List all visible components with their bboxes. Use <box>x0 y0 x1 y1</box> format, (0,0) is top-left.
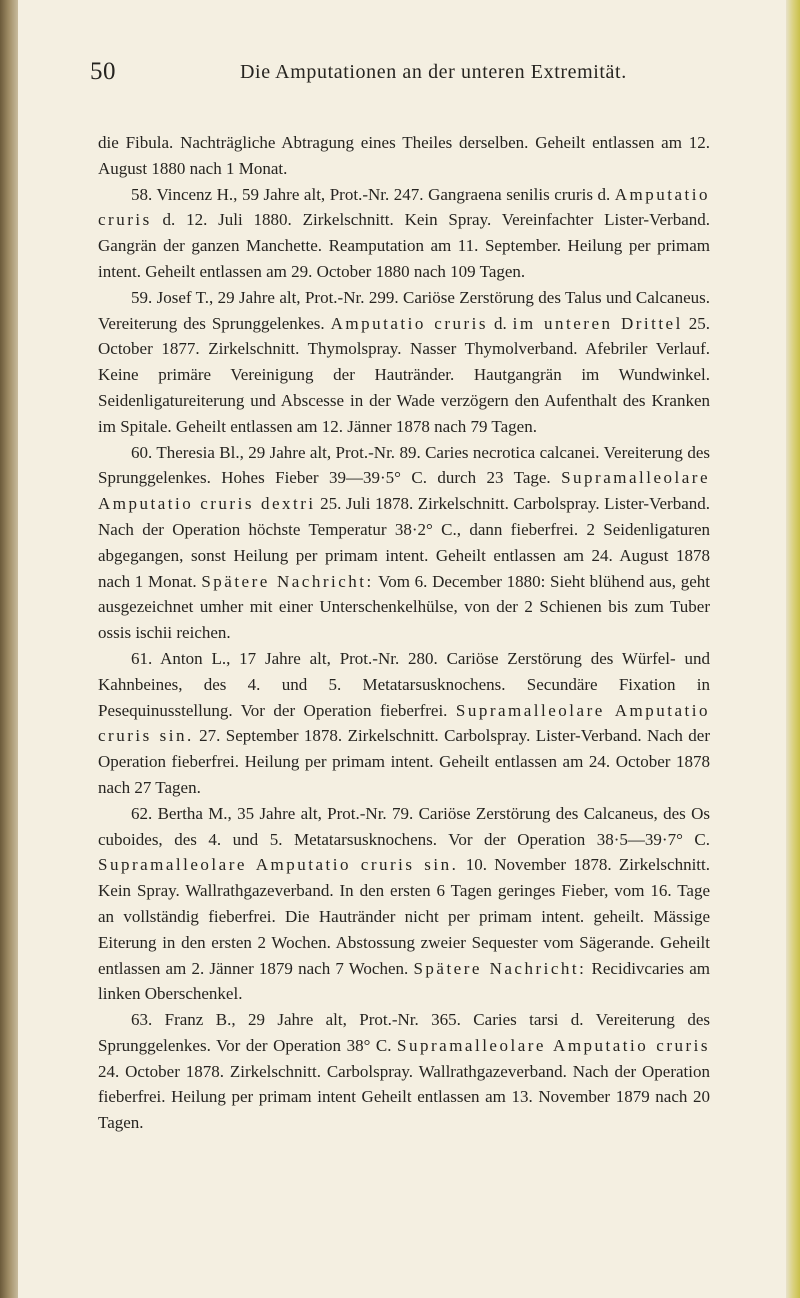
paragraph-text: d. <box>488 313 513 333</box>
spaced-emphasis: Supramalleolare Amputatio cruris dextri <box>98 468 710 514</box>
paragraph-text: d. 12. Juli 1880. Zirkelschnitt. Kein Spray. Vereinfachter Lister-Verband. Gangrän der ganzen Manchette. Reamputation am 11. September. Heilung per primam intent. Geheilt entlassen am 29. October 1880 nach 109 Tagen. <box>98 210 710 281</box>
spaced-emphasis: Amputatio cruris <box>98 184 710 230</box>
paragraph-text: 24. October 1878. Zirkelschnitt. Carbolspray. Wallrathgazeverband. Nach der Operation fieberfrei. Heilung per primam intent Geheilt entlassen am 13. November 1879 nach 20 Tagen. <box>98 1061 710 1133</box>
paragraph-text: 27. September 1878. Zirkelschnitt. Carbolspray. Lister-Verband. Nach der Operation fieberfrei. Heilung per primam intent. Geheilt entlassen am 24. October 1878 nach 27 Tagen. <box>98 726 711 797</box>
spaced-emphasis: Spätere Nachricht: <box>413 958 587 978</box>
paragraph-text: die Fibula. Nachträgliche Abtragung eines Theiles derselben. Geheilt entlassen am 12. August 1880 nach 1 Monat. <box>98 133 710 178</box>
page-number: 50 <box>90 58 116 85</box>
paragraph-text: 63. Franz B., 29 Jahre alt, Prot.-Nr. 365. Caries tarsi d. Vereiterung des Sprunggelenkes. Vor der Operation 38° C. <box>98 1010 710 1055</box>
paragraph-text: 25. Juli 1878. Zirkelschnitt. Carbolspray. Lister-Verband. Nach der Operation höchste Temperatur 38·2° C., dann fieberfrei. 2 Seidenligaturen abgegangen, sonst Heilung per primam intent. Geheilt entlassen am 24. August 1878 nach 1 Monat. <box>98 494 710 591</box>
case-paragraph-62 <box>98 801 710 1007</box>
running-title: Die Amputationen an der unteren Extremität. <box>240 61 627 83</box>
page-header <box>90 58 710 88</box>
body-text <box>98 130 710 1136</box>
spaced-emphasis: Supramalleolare Amputatio cruris sin. <box>98 700 710 746</box>
case-paragraph-58 <box>98 182 710 285</box>
paragraph-text: 62. Bertha M., 35 Jahre alt, Prot.-Nr. 79. Cariöse Zerstörung des Calcaneus, des Os cuboides, des 4. und 5. Metatarsusknochens. Vor der Operation 38·5—39·7° C. <box>98 803 710 849</box>
page-right-edge <box>786 0 800 1298</box>
paragraph-text: 60. Theresia Bl., 29 Jahre alt, Prot.-Nr. 89. Caries necrotica calcanei. Vereiterung des Sprunggelenkes. Hohes Fieber 39—39·5° C. durch 23 Tage. <box>98 442 710 488</box>
paragraph-text: Vom 6. December 1880: Sieht blühend aus, geht ausgezeichnet umher mit einer Unterschenkelhülse, von der 2 Schienen bis zum Tuber ossis ischii reichen. <box>98 571 710 643</box>
case-paragraph-63 <box>98 1007 710 1136</box>
case-paragraph-61 <box>98 646 710 801</box>
spaced-emphasis: Amputatio cruris <box>330 313 488 333</box>
paragraph-text: Recidivcaries am linken Oberschenkel. <box>98 958 711 1004</box>
case-paragraph-60 <box>98 440 710 646</box>
paragraph-text: 10. November 1878. Zirkelschnitt. Kein Spray. Wallrathgazeverband. In den ersten 6 Tagen geringes Fieber, vom 16. Tage an vollständig fieberfrei. Die Hautränder nicht per primam intent. geheilt. Mässige Eiterung in den ersten 2 Wochen. Abstossung zweier Sequester vom Sägerande. Geheilt entlassen am 2. Jänner 1879 nach 7 Wochen. <box>98 855 711 978</box>
case-paragraph-cont <box>98 130 710 182</box>
paragraph-text: 59. Josef T., 29 Jahre alt, Prot.-Nr. 299. Cariöse Zerstörung des Talus und Calcaneus. Vereiterung des Sprunggelenkes. <box>98 287 710 333</box>
paragraph-text: 58. Vincenz H., 59 Jahre alt, Prot.-Nr. 247. Gangraena senilis cruris d. <box>131 184 615 204</box>
spaced-emphasis: im unteren Drittel <box>512 313 683 333</box>
case-paragraph-59 <box>98 285 710 440</box>
spaced-emphasis: Supramalleolare Amputatio cruris sin. <box>98 855 459 875</box>
paragraph-text: 61. Anton L., 17 Jahre alt, Prot.-Nr. 280. Cariöse Zerstörung des Würfel- und Kahnbeines, des 4. und 5. Metatarsusknochens. Secundäre Fixation in Pesequinusstellung. Vor der Operation fieberfrei. <box>98 648 710 720</box>
spaced-emphasis: Spätere Nachricht: <box>201 571 374 591</box>
spaced-emphasis: Supramalleolare Amputatio cruris <box>397 1035 710 1055</box>
paragraph-text: 25. October 1877. Zirkelschnitt. Thymolspray. Nasser Thymolverband. Afebriler Verlauf. Keine primäre Vereinigung der Hautränder. Hautgangrän im Wundwinkel. Seidenligatureiterung und Abscesse in der Wade verzögern den Aufenthalt des Kranken im Spitale. Geheilt entlassen am 12. Jänner 1878 nach 79 Tagen. <box>98 313 711 436</box>
